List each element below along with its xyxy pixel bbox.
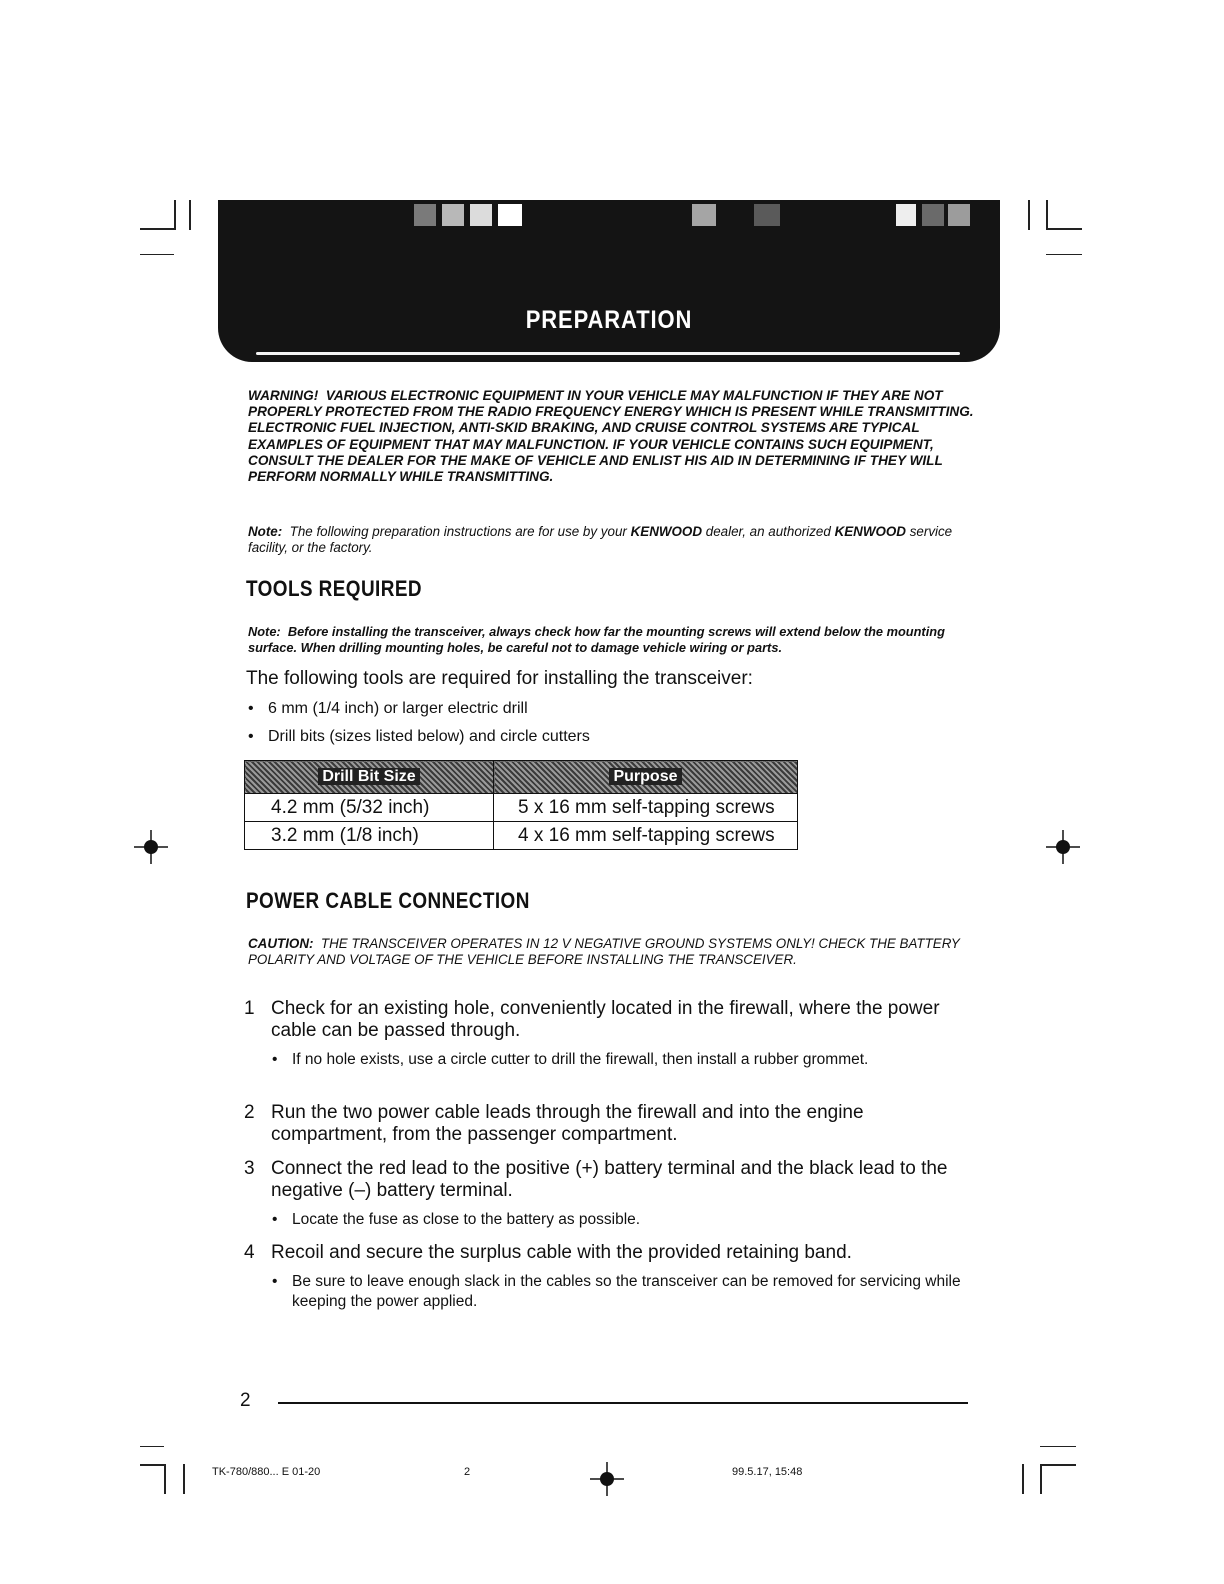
header-underline	[256, 352, 960, 355]
column-header	[245, 761, 494, 794]
bullet-icon: •	[248, 728, 254, 745]
brand-name: KENWOOD	[834, 524, 906, 539]
list-item-text: 6 mm (1/4 inch) or larger electric drill	[268, 700, 528, 717]
crop-mark	[140, 1446, 164, 1447]
step-number: 2	[244, 1102, 255, 1123]
list-item	[248, 700, 528, 718]
step-number: 3	[244, 1158, 255, 1179]
table-cell: 5 x 16 mm self-tapping screws	[494, 794, 798, 822]
page-number: 2	[240, 1390, 251, 1411]
color-bar-patch	[948, 204, 970, 226]
crop-mark	[140, 254, 174, 255]
table-row	[245, 794, 798, 822]
brand-name: KENWOOD	[630, 524, 703, 539]
step-text: Run the two power cable leads through the firewall and into the engine compartment, from the passenger compartment.	[271, 1102, 864, 1145]
bullet-icon: •	[272, 1211, 278, 1228]
note-label: Note:	[248, 524, 283, 539]
color-bar-patch	[692, 204, 716, 226]
list-item	[248, 728, 590, 746]
color-bar-patch	[414, 204, 436, 226]
header-band	[218, 200, 1000, 362]
power-heading: POWER CABLE CONNECTION	[246, 888, 530, 913]
color-bar-patch	[896, 204, 916, 226]
dealer-note	[248, 524, 988, 557]
color-bar-patch	[922, 204, 944, 226]
sub-item-text: Be sure to leave enough slack in the cables so the transceiver can be removed for servicing while keeping the power applied.	[292, 1273, 961, 1310]
note-text: The following preparation instructions are for use by your	[289, 524, 627, 539]
crop-mark	[1028, 200, 1030, 230]
sub-item-text: If no hole exists, use a circle cutter to drill the firewall, then install a rubber grommet.	[292, 1051, 869, 1068]
warning-label: WARNING!	[248, 388, 319, 403]
crop-mark	[1040, 1446, 1076, 1447]
crop-mark	[1022, 1464, 1024, 1494]
registration-mark-icon	[1046, 830, 1080, 864]
caution-paragraph	[248, 936, 988, 968]
sub-list-item	[272, 1050, 962, 1070]
print-slug-date: 99.5.17, 15:48	[732, 1466, 803, 1478]
print-slug-page: 2	[464, 1466, 471, 1478]
crop-mark	[140, 1464, 166, 1466]
crop-mark	[1046, 254, 1082, 255]
bullet-icon: •	[272, 1051, 278, 1068]
bullet-icon: •	[272, 1273, 278, 1290]
caution-label: CAUTION:	[248, 936, 314, 951]
color-bar-patch	[498, 204, 522, 226]
registration-mark-icon	[590, 1462, 624, 1496]
footer-rule	[278, 1402, 968, 1404]
tools-intro: The following tools are required for installing the transceiver:	[246, 668, 753, 689]
print-slug-file: TK-780/880... E 01-20	[212, 1466, 321, 1478]
column-header-label: Purpose	[609, 768, 681, 785]
crop-mark	[1040, 1464, 1042, 1494]
sub-item-text: Locate the fuse as close to the battery as possible.	[292, 1211, 641, 1228]
color-bar-patch	[754, 204, 780, 226]
step-item	[244, 1158, 964, 1202]
table-cell: 4 x 16 mm self-tapping screws	[494, 822, 798, 850]
step-item	[244, 998, 964, 1042]
crop-mark	[189, 200, 191, 230]
tools-heading: TOOLS REQUIRED	[246, 576, 422, 601]
step-number: 4	[244, 1242, 255, 1263]
table-cell: 3.2 mm (1/8 inch)	[245, 822, 494, 850]
table-cell: 4.2 mm (5/32 inch)	[245, 794, 494, 822]
step-text: Recoil and secure the surplus cable with the provided retaining band.	[271, 1242, 852, 1263]
list-item-text: Drill bits (sizes listed below) and circle cutters	[268, 728, 590, 745]
step-item	[244, 1102, 964, 1146]
color-bar-patch	[442, 204, 464, 226]
sub-list-item	[272, 1272, 962, 1312]
column-header-label: Drill Bit Size	[318, 768, 419, 785]
column-header	[494, 761, 798, 794]
crop-mark	[174, 200, 176, 230]
drill-bit-table	[244, 760, 798, 850]
bullet-icon: •	[248, 700, 254, 717]
note-text: dealer, an authorized	[705, 524, 831, 539]
crop-mark	[1040, 1464, 1076, 1466]
crop-mark	[1046, 200, 1048, 230]
step-text: Check for an existing hole, conveniently located in the firewall, where the power cable can be passed through.	[271, 998, 940, 1041]
step-text: Connect the red lead to the positive (+) battery terminal and the black lead to the negative (–) battery terminal.	[271, 1158, 948, 1201]
color-bar-patch	[470, 204, 492, 226]
page-title: PREPARATION	[525, 306, 693, 334]
table-header-row	[245, 761, 798, 794]
tools-note	[248, 624, 988, 656]
note-label: Note:	[248, 624, 281, 639]
step-number: 1	[244, 998, 255, 1019]
caution-text: THE TRANSCEIVER OPERATES IN 12 V NEGATIVE GROUND SYSTEMS ONLY! CHECK THE BATTERY POLARITY AND VOLTAGE OF THE VEHICLE BEFORE INSTALLING THE TRANSCEIVER.	[248, 936, 960, 967]
crop-mark	[140, 228, 174, 230]
warning-text: VARIOUS ELECTRONIC EQUIPMENT IN YOUR VEHICLE MAY MALFUNCTION IF THEY ARE NOT PROPERLY PROTECTED FROM THE RADIO FREQUENCY ENERGY WHICH IS PRESENT WHILE TRANSMITTING. ELECTRONIC FUEL INJECTION, ANTI-SKID BRAKING, AND CRUISE CONTROL SYSTEMS ARE TYPICAL EXAMPLES OF EQUIPMENT THAT MAY MALFUNCTION. IF YOUR VEHICLE CONTAINS SUCH EQUIPMENT, CONSULT THE DEALER FOR THE MAKE OF VEHICLE AND ENLIST HIS AID IN DETERMINING IF THEY WILL PERFORM NORMALLY WHILE TRANSMITTING.	[248, 388, 974, 485]
sub-list-item	[272, 1210, 962, 1230]
note-text: Before installing the transceiver, always check how far the mounting screws will extend below the mounting surface. When drilling mounting holes, be careful not to damage vehicle wiring or parts.	[248, 624, 945, 655]
crop-mark	[164, 1464, 166, 1494]
table-row	[245, 822, 798, 850]
note-text: service facility, or the factory.	[248, 524, 953, 556]
crop-mark	[1046, 228, 1082, 230]
warning-paragraph	[248, 388, 988, 485]
registration-mark-icon	[134, 830, 168, 864]
step-item	[244, 1242, 964, 1264]
crop-mark	[183, 1464, 185, 1494]
